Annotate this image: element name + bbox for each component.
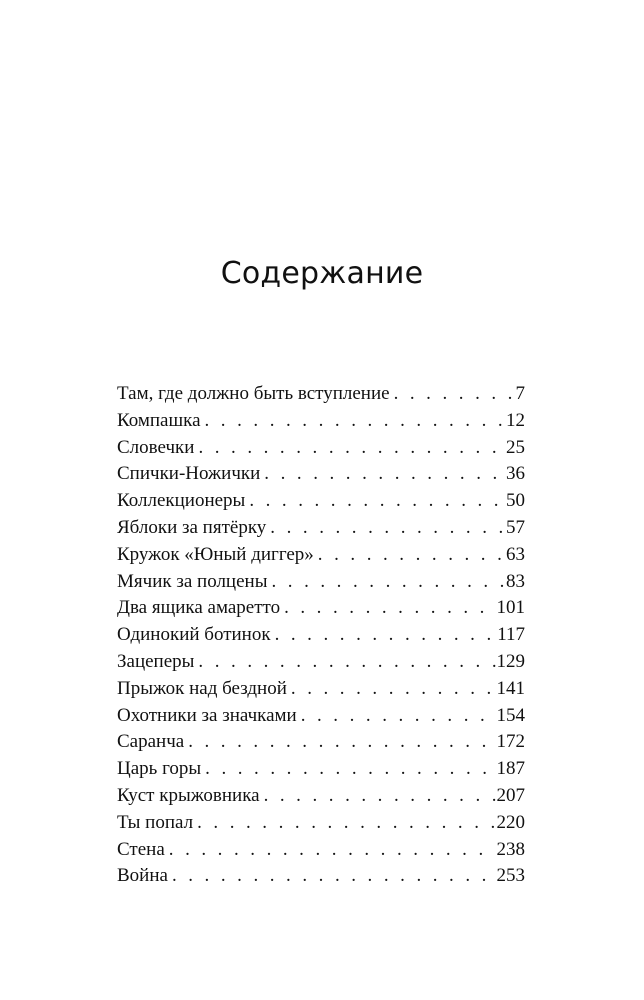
dot-leader [264, 463, 505, 485]
toc-entry [117, 383, 525, 410]
toc-entry-title: Спички-Ножички [117, 463, 261, 485]
dot-leader [249, 490, 505, 512]
toc-entry [117, 651, 525, 678]
toc-entry [117, 678, 525, 705]
toc-entry-title: Кружок «Юный диггер» [117, 543, 314, 565]
toc-entry [117, 410, 525, 437]
toc-entry-page-number: 141 [496, 677, 525, 699]
toc-entry-title: Одинокий ботинок [117, 624, 271, 646]
toc-entry [117, 571, 525, 598]
toc-entry-page-number: 187 [496, 758, 525, 780]
toc-entry-title: Охотники за значками [117, 704, 297, 726]
toc-entry [117, 812, 525, 839]
dot-leader [264, 785, 496, 807]
dot-leader [188, 731, 495, 753]
dot-leader [205, 410, 506, 432]
toc-entry-page-number: 101 [496, 597, 525, 619]
toc-entry-title: Царь горы [117, 758, 202, 780]
toc-entry [117, 490, 525, 517]
toc-entry-title: Коллекционеры [117, 490, 246, 512]
dot-leader [169, 839, 496, 861]
toc-entry-page-number: 83 [506, 570, 525, 592]
dot-leader [198, 651, 495, 673]
toc-entry-title: Мячик за полцены [117, 570, 268, 592]
toc-entry-page-number: 220 [496, 811, 525, 833]
toc-entry-title: Два ящика амаретто [117, 597, 281, 619]
toc-entry-page-number: 25 [506, 436, 525, 458]
toc-entry-page-number: 207 [496, 784, 525, 806]
toc-entry-page-number: 57 [506, 516, 525, 538]
toc-entry [117, 437, 525, 464]
toc-entry [117, 839, 525, 866]
toc-entry [117, 544, 525, 571]
toc-entry [117, 517, 525, 544]
toc-entry [117, 785, 525, 812]
dot-leader [197, 812, 495, 834]
toc-entry [117, 624, 525, 651]
dot-leader [301, 705, 496, 727]
toc-entry-title: Куст крыжовника [117, 784, 260, 806]
toc-entry [117, 758, 525, 785]
toc-entry-title: Ты попал [117, 811, 194, 833]
toc-entry-page-number: 12 [506, 409, 525, 431]
toc-entry-page-number: 154 [496, 704, 525, 726]
toc-entry-page-number: 238 [496, 838, 525, 860]
dot-leader [284, 597, 495, 619]
toc-entry-page-number: 63 [506, 543, 525, 565]
toc-entry-title: Компашка [117, 409, 201, 431]
toc-entry-title: Прыжок над бездной [117, 677, 287, 699]
dot-leader [394, 383, 515, 405]
toc-entry-page-number: 7 [515, 383, 525, 404]
toc-entry-page-number: 117 [497, 624, 525, 646]
toc-entry-title: Стена [117, 838, 165, 860]
toc-entry-title: Словечки [117, 436, 195, 458]
dot-leader [198, 437, 505, 459]
toc-entry [117, 865, 525, 892]
dot-leader [271, 571, 505, 593]
dot-leader [275, 624, 497, 646]
toc-entry-page-number: 50 [506, 490, 525, 512]
toc-entry-page-number: 36 [506, 463, 525, 485]
toc-entry-title: Яблоки за пятёрку [117, 516, 267, 538]
toc-entry-title: Зацеперы [117, 650, 195, 672]
page-title: Содержание [220, 256, 424, 291]
toc-entry-page-number: 172 [496, 731, 525, 753]
toc-entry-page-number: 253 [496, 865, 525, 887]
toc-entry-title: Саранча [117, 731, 185, 753]
toc-entry-page-number: 129 [496, 650, 525, 672]
dot-leader [270, 517, 505, 539]
toc-entry [117, 731, 525, 758]
toc-entry [117, 597, 525, 624]
dot-leader [291, 678, 496, 700]
toc-entry-title: Там, где должно быть вступление [117, 383, 390, 404]
toc-entry [117, 463, 525, 490]
dot-leader [318, 544, 505, 566]
dot-leader [172, 865, 496, 887]
dot-leader [205, 758, 495, 780]
toc-entry [117, 705, 525, 732]
toc-entry-title: Война [117, 865, 168, 887]
table-of-contents [117, 383, 525, 892]
